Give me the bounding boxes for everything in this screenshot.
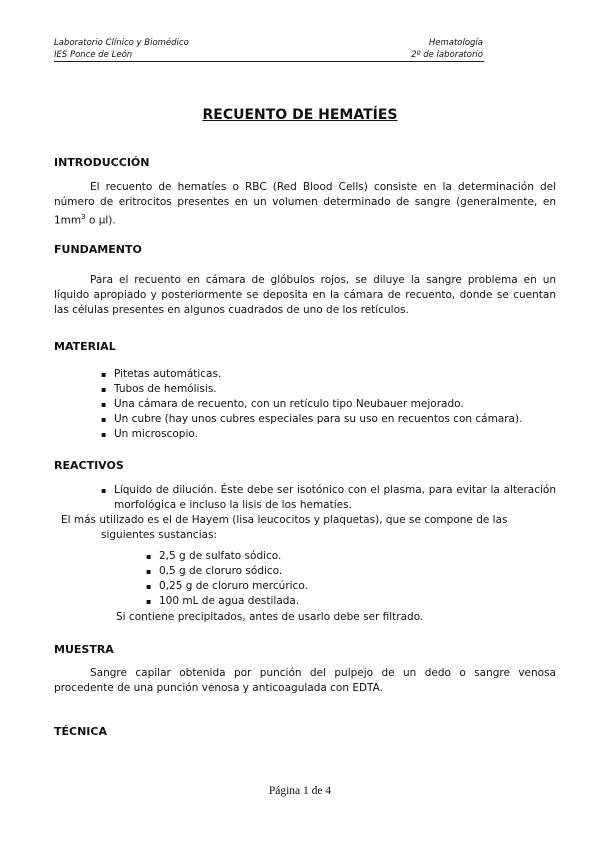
page-header [54, 37, 483, 61]
list-item: ▪ 100 mL de agua destilada. [146, 594, 446, 609]
page-title: RECUENTO DE HEMATÍES [202, 107, 398, 123]
tecnica-heading: TÉCNICA [54, 725, 107, 738]
intro-text-end: o µl). [85, 214, 116, 227]
list-item: ▪ 2,5 g de sulfato sódico. [146, 549, 446, 564]
reactivos-list [101, 483, 556, 513]
header-institution: Laboratorio Clínico y Biomédico [54, 38, 189, 48]
list-item: ▪ Una cámara de recuento, con un retículo tipo Neubauer mejorado. [101, 397, 561, 412]
fundamento-heading: FUNDAMENTO [54, 243, 142, 256]
reactivos-text-cont: siguientes sustancias: [101, 529, 218, 541]
hayem-components-list [146, 549, 446, 609]
intro-text: El recuento de hematíes o RBC (Red Blood Cells) consiste en la determinación del número de eritrocitos presentes en un volumen determinado de sangre (generalmente, en 1mm [54, 181, 556, 227]
muestra-paragraph: Sangre capilar obtenida por punción del pulpejo de un dedo o sangre venosa procedente de una punción venosa y anticoagulada con EDTA. [54, 667, 556, 694]
reactivos-note: Si contiene precipitados, antes de usarlo debe ser filtrado. [116, 611, 424, 623]
list-item: ▪ 0,25 g de cloruro mercúrico. [146, 579, 446, 594]
list-item: ▪ 0,5 g de cloruro sódico. [146, 564, 446, 579]
reactivos-text: El más utilizado es el de Hayem (lisa leucocitos y plaquetas), que se compone de las [61, 514, 508, 526]
header-divider [54, 61, 484, 62]
header-subject: Hematología [428, 38, 483, 48]
reactivos-heading: REACTIVOS [54, 459, 124, 472]
list-item: ▪ Un microscopio. [101, 427, 561, 442]
list-item: ▪ Un cubre (hay unos cubres especiales para su uso en recuentos con cámara). [101, 412, 561, 427]
intro-heading: INTRODUCCIÓN [54, 156, 150, 169]
list-item: ▪ Tubos de hemólisis. [101, 382, 561, 397]
list-item: ▪ Pitetas automáticas. [101, 367, 561, 382]
fundamento-paragraph: Para el recuento en cámara de glóbulos rojos, se diluye la sangre problema en un líquido apropiado y posteriormente se deposita en la cámara de recuento, donde se cuentan las células presentes en algunos cuadrados de uno de los retículos. [54, 274, 556, 316]
intro-superscript: 3 [81, 213, 86, 221]
header-school: IES Ponce de León [54, 50, 133, 60]
page-number: Página 1 de 4 [268, 785, 332, 797]
material-heading: MATERIAL [54, 340, 116, 353]
header-course: 2º de laboratorio [411, 50, 483, 60]
intro-paragraph [54, 180, 556, 229]
list-item: ▪ Líquido de dilución. Éste debe ser isotónico con el plasma, para evitar la alteración morfológica e incluso la lisis de los hematíes. [101, 483, 556, 513]
material-list [101, 367, 561, 442]
muestra-heading: MUESTRA [54, 643, 114, 656]
